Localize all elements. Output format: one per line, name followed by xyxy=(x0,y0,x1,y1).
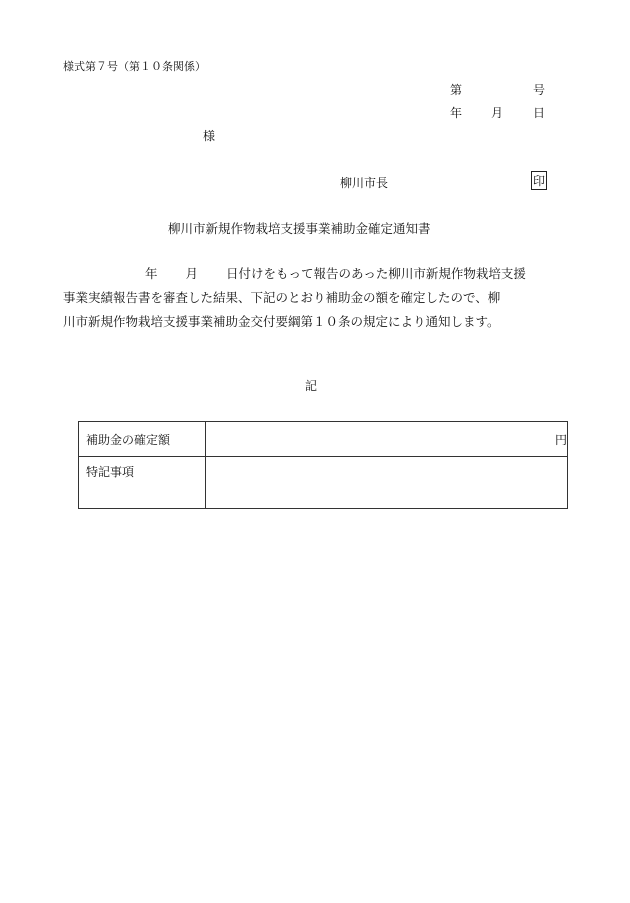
body-line-2: 事業実績報告書を審査した結果、下記のとおり補助金の額を確定したので、柳 xyxy=(63,290,501,305)
addressee-suffix: 様 xyxy=(203,129,216,143)
issuer-name: 柳川市長 xyxy=(340,176,389,190)
form-number: 様式第７号（第１０条関係） xyxy=(63,60,206,73)
date-month-label: 月 xyxy=(491,106,504,120)
special-notes-value xyxy=(206,457,568,509)
confirmed-amount-value: 円 xyxy=(206,422,568,457)
seal-mark: 印 xyxy=(531,171,547,190)
date-year-label: 年 xyxy=(450,106,463,120)
body-line-1 xyxy=(63,262,563,286)
body-line-3: 川市新規作物栽培支援事業補助金交付要綱第１０条の規定により通知します。 xyxy=(63,314,500,329)
document-title: 柳川市新規作物栽培支援事業補助金確定通知書 xyxy=(168,221,431,236)
body-line-1-text: 日付けをもって報告のあった柳川市新規作物栽培支援 xyxy=(226,266,526,281)
special-notes-label: 特記事項 xyxy=(79,457,206,509)
document-number-prefix: 第 xyxy=(450,83,463,97)
date-day-label: 日 xyxy=(533,106,546,120)
document-number-suffix: 号 xyxy=(533,83,546,97)
ki-heading: 記 xyxy=(305,379,318,393)
body-month-label: 月 xyxy=(185,266,199,281)
subsidy-table xyxy=(78,421,568,509)
table-row xyxy=(79,457,568,509)
body-year-label: 年 xyxy=(145,266,158,281)
notice-body xyxy=(63,262,563,334)
confirmed-amount-label: 補助金の確定額 xyxy=(79,422,206,457)
table-row xyxy=(79,422,568,457)
